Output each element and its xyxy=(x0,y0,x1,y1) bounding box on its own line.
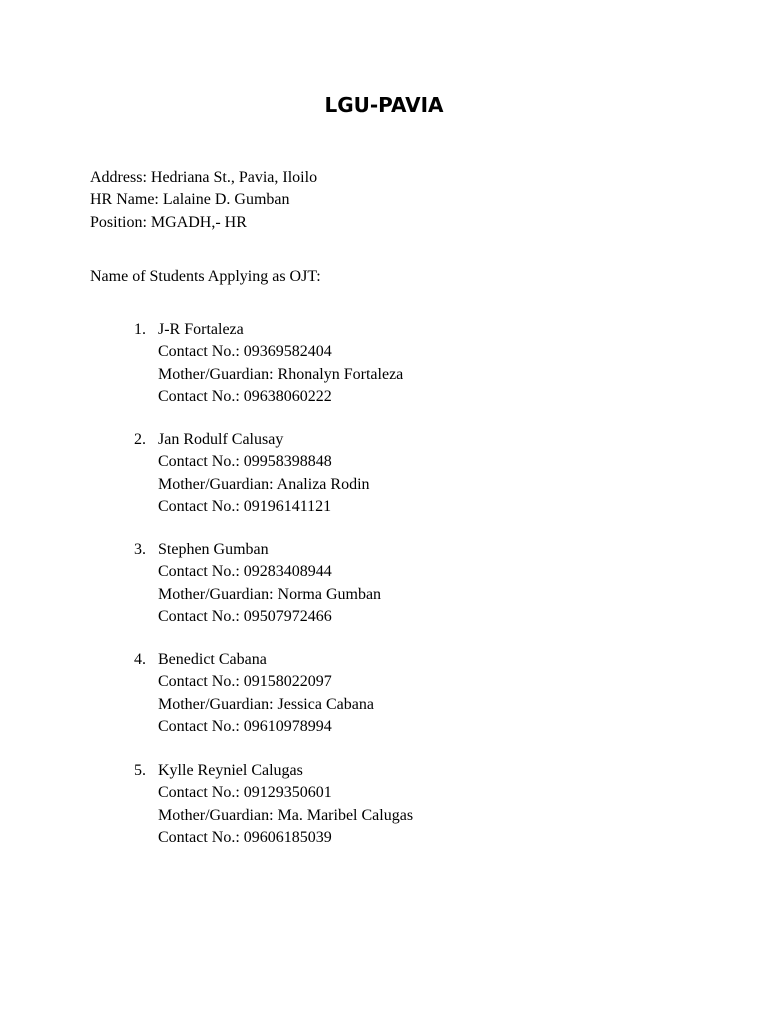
student-number: 1. xyxy=(134,321,146,338)
student-number: 2. xyxy=(134,431,146,448)
hr-info-block xyxy=(90,167,317,234)
students-intro: Name of Students Applying as OJT: xyxy=(90,268,321,285)
address-line: Address: Hedriana St., Pavia, Iloilo xyxy=(90,169,318,186)
guardian-contact: Contact No.: 09606185039 xyxy=(158,828,332,846)
student-number: 4. xyxy=(134,651,146,668)
student-number: 5. xyxy=(134,762,146,779)
page-title: LGU-PAVIA xyxy=(324,93,444,117)
student-name: Kylle Reyniel Calugas xyxy=(158,762,303,779)
guardian-contact: Contact No.: 09196141121 xyxy=(158,497,332,515)
student-contact: Contact No.: 09158022097 xyxy=(158,673,332,691)
guardian-name: Mother/Guardian: Ma. Maribel Calugas xyxy=(158,806,414,824)
guardian-contact: Contact No.: 09507972466 xyxy=(158,607,332,625)
student-contact: Contact No.: 09283408944 xyxy=(158,563,332,581)
student-name: Stephen Gumban xyxy=(158,541,269,558)
guardian-name: Mother/Guardian: Analiza Rodin xyxy=(158,475,370,493)
student-name: Benedict Cabana xyxy=(158,651,267,668)
hr-name-line: HR Name: Lalaine D. Gumban xyxy=(90,191,290,209)
student-contact: Contact No.: 09129350601 xyxy=(158,784,332,802)
student-name: Jan Rodulf Calusay xyxy=(158,431,284,448)
position-line: Position: MGADH,- HR xyxy=(90,213,247,231)
student-contact: Contact No.: 09369582404 xyxy=(158,343,332,361)
guardian-name: Mother/Guardian: Norma Gumban xyxy=(158,585,382,603)
student-contact: Contact No.: 09958398848 xyxy=(158,453,332,471)
guardian-contact: Contact No.: 09638060222 xyxy=(158,387,332,405)
student-name: J-R Fortaleza xyxy=(158,321,244,338)
student-number: 3. xyxy=(134,541,146,558)
guardian-contact: Contact No.: 09610978994 xyxy=(158,717,332,735)
guardian-name: Mother/Guardian: Jessica Cabana xyxy=(158,695,374,713)
guardian-name: Mother/Guardian: Rhonalyn Fortaleza xyxy=(158,365,404,383)
